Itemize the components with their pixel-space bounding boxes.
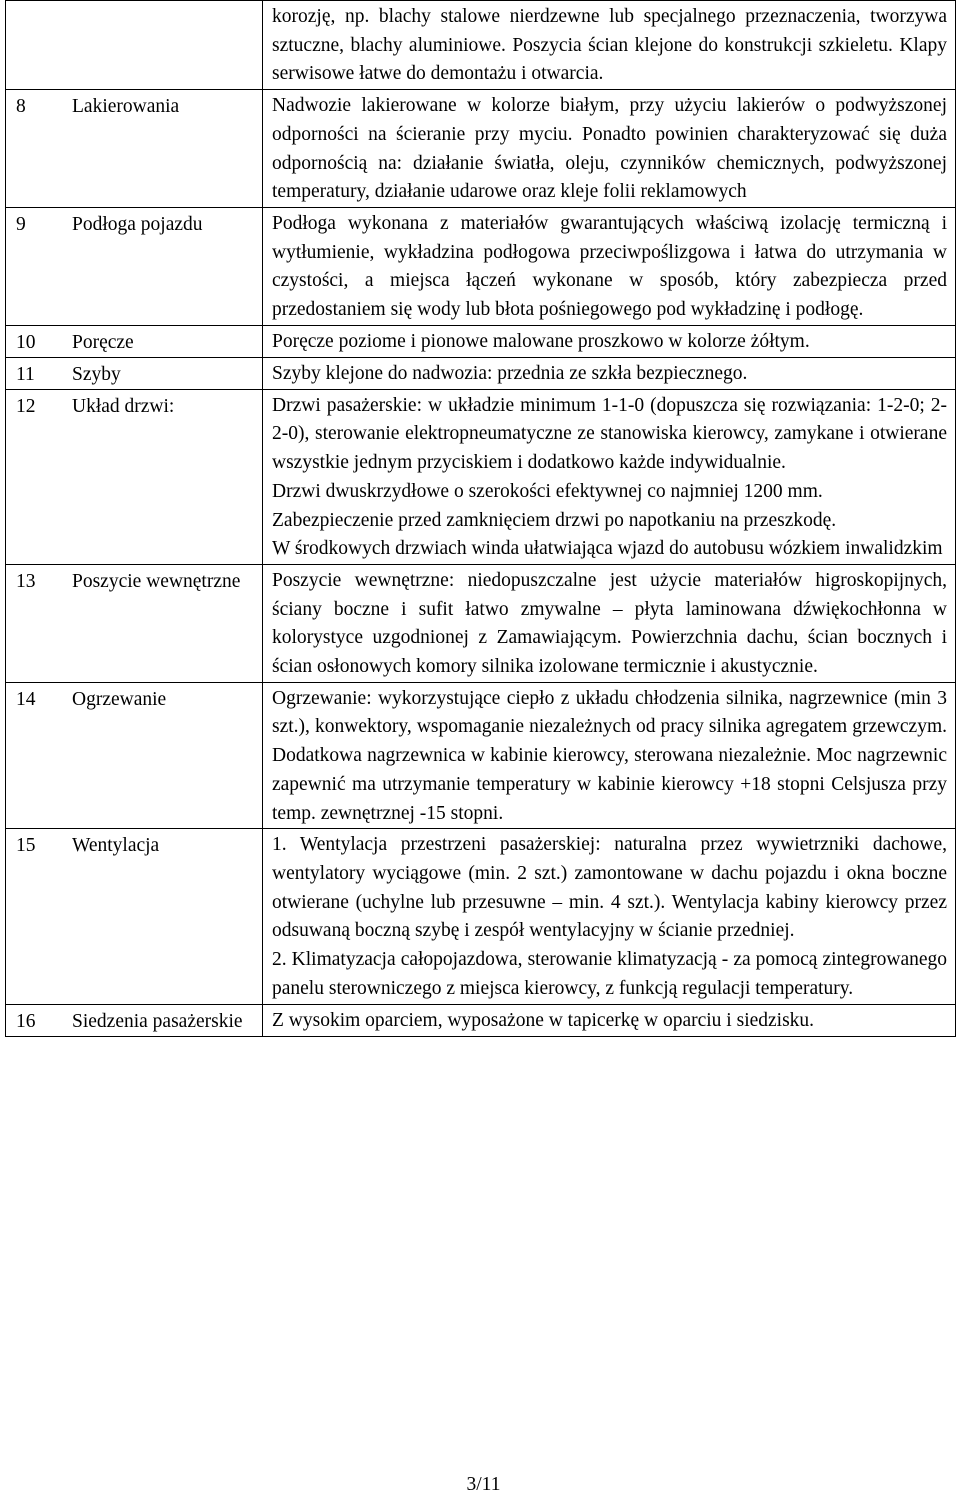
row-content <box>263 683 955 829</box>
specification-table <box>5 0 956 1037</box>
row-label <box>6 390 262 421</box>
row-number: 12 <box>16 395 36 417</box>
row-content <box>263 565 955 682</box>
table-row <box>6 90 956 208</box>
table-row <box>6 682 956 829</box>
row-label-cell <box>6 682 263 829</box>
row-label <box>6 565 262 596</box>
content-paragraph: W środkowych drzwiach winda ułatwiająca wjazd do autobusu wózkiem inwalidzkim <box>272 538 943 560</box>
row-number: 10 <box>16 331 36 353</box>
table-row <box>6 829 956 1004</box>
row-content <box>263 326 955 357</box>
row-content-cell <box>263 564 956 682</box>
content-paragraph: korozję, np. blachy stalowe nierdzewne lub specjalnego przeznaczenia, tworzywa sztuczne, blachy aluminiowe. Poszycia ścian klejone do konstrukcji szkieletu. Klapy serwisowe łatwe do demontażu i otwarcia. <box>272 6 947 85</box>
row-content <box>263 90 955 207</box>
table-row <box>6 325 956 357</box>
row-content-cell <box>263 389 956 564</box>
table-row <box>6 1 956 90</box>
content-paragraph: Zabezpieczenie przed zamknięciem drzwi po napotkaniu na przeszkodę. <box>272 509 837 531</box>
row-label-cell <box>6 389 263 564</box>
row-title: Ogrzewanie <box>72 688 167 710</box>
row-label <box>6 683 262 714</box>
content-paragraph: Poręcze poziome i pionowe malowane proszkowo w kolorze żółtym. <box>272 330 810 352</box>
row-number: 9 <box>16 213 26 235</box>
row-number: 8 <box>16 96 26 118</box>
row-title: Poszycie wewnętrzne <box>72 570 241 592</box>
row-label <box>6 829 262 860</box>
row-content-cell <box>263 325 956 357</box>
content-paragraph: Szyby klejone do nadwozia: przednia ze szkła bezpiecznego. <box>272 362 748 384</box>
content-paragraph: Poszycie wewnętrzne: niedopuszczalne jest użycie materiałów higroskopijnych, ściany boczne i sufit łatwo zmywalne – płyta laminowana dźwiękochłonna w kolorystyce uzgodnionej z Zamawiającym. Powierzchnia dachu, ścian bocznych i ścian osłonowych komory silnika izolowane termicznie i akustycznie. <box>272 569 947 678</box>
table-row <box>6 564 956 682</box>
row-title: Szyby <box>72 363 121 385</box>
row-number: 13 <box>16 570 36 592</box>
row-label-cell <box>6 564 263 682</box>
row-content <box>263 390 955 564</box>
row-content-cell <box>263 829 956 1004</box>
row-title: Wentylacja <box>72 835 160 857</box>
row-label <box>6 90 262 121</box>
row-content-cell <box>263 1 956 90</box>
row-number: 11 <box>16 363 35 385</box>
row-label-cell <box>6 829 263 1004</box>
row-title: Siedzenia pasażerskie <box>72 1010 243 1032</box>
row-content <box>263 1 955 89</box>
row-label-cell <box>6 357 263 389</box>
row-title: Układ drzwi: <box>72 395 175 417</box>
row-number: 16 <box>16 1010 36 1032</box>
row-content <box>263 358 955 389</box>
content-paragraph: 1. Wentylacja przestrzeni pasażerskiej: naturalna przez wywietrzniki dachowe, wentylatory wyciągowe (min. 2 szt.) zamontowane w dachu pojazdu i okna boczne otwierane (uchylne lub przesuwne – min. 4 szt.). Wentylacja kabiny kierowcy przez odsuwaną boczną szybę i zespół wentylacyjny w ścianie przedniej. <box>272 834 947 942</box>
table-row <box>6 389 956 564</box>
content-paragraph: Drzwi pasażerskie: w układzie minimum 1-1-0 (dopuszcza się rozwiązania: 1-2-0; 2-2-0), sterowanie elektropneumatyczne ze stanowiska kierowcy, zamykane i otwierane wszystkie jednym przyciskiem i dodatkowo każde indywidualnie. <box>272 394 947 474</box>
row-content-cell <box>263 207 956 325</box>
row-label-cell <box>6 325 263 357</box>
row-content <box>263 208 955 325</box>
row-label-cell <box>6 1 263 90</box>
content-paragraph: Nadwozie lakierowane w kolorze białym, przy użyciu lakierów o podwyższonej odporności na ścieranie przy myciu. Ponadto powinien charakteryzować się duża odpornością na: działanie światła, oleju, czynników chemicznych, podwyższonej temperatury, działanie udarowe oraz kleje folii reklamowych <box>272 95 947 203</box>
row-number: 14 <box>16 688 36 710</box>
row-title: Lakierowania <box>72 96 180 118</box>
row-number: 15 <box>16 835 36 857</box>
row-label <box>6 208 262 239</box>
row-label <box>6 358 262 389</box>
row-title: Podłoga pojazdu <box>72 213 203 235</box>
row-content <box>263 829 955 1003</box>
content-paragraph: Podłoga wykonana z materiałów gwarantujących właściwą izolację termiczną i wytłumienie, wykładzina podłogowa przeciwpoślizgowa i łatwa do utrzymania w czystości, a miejsca łączeń wykonane w sposób, który zabezpiecza przed przedostaniem się wody lub błota pośniegowego pod wykładzinę i podłogę. <box>272 212 947 321</box>
content-paragraph: Ogrzewanie: wykorzystujące ciepło z układu chłodzenia silnika, nagrzewnice (min 3 szt.), konwektory, wspomaganie niezależnych od pracy silnika agregatem grzewczym. Dodatkowa nagrzewnica w kabinie kierowcy, sterowana niezależnie. Moc nagrzewnic zapewnić ma utrzymanie temperatury w kabinie kierowcy +18 stopni Celsjusza przy temp. zewnętrznej -15 stopni. <box>272 687 947 824</box>
table-row <box>6 357 956 389</box>
content-paragraph: Drzwi dwuskrzydłowe o szerokości efektywnej co najmniej 1200 mm. <box>272 480 823 502</box>
row-label <box>6 1005 262 1036</box>
row-content-cell <box>263 90 956 208</box>
table-row <box>6 207 956 325</box>
row-label <box>6 326 262 357</box>
row-content-cell <box>263 1004 956 1036</box>
row-content <box>263 1005 955 1036</box>
row-content-cell <box>263 682 956 829</box>
row-title: Poręcze <box>72 331 134 353</box>
page-number: 3/11 <box>466 1474 501 1495</box>
row-label <box>6 1 262 3</box>
content-paragraph: Z wysokim oparciem, wyposażone w tapicerkę w oparciu i siedzisku. <box>272 1009 815 1031</box>
row-label-cell <box>6 207 263 325</box>
row-label-cell <box>6 90 263 208</box>
row-content-cell <box>263 357 956 389</box>
table-row <box>6 1004 956 1036</box>
content-paragraph: 2. Klimatyzacja całopojazdowa, sterowanie klimatyzacją - za pomocą zintegrowanego panelu sterowniczego z miejsca kierowcy, z funkcją regulacji temperatury. <box>272 949 947 999</box>
row-label-cell <box>6 1004 263 1036</box>
